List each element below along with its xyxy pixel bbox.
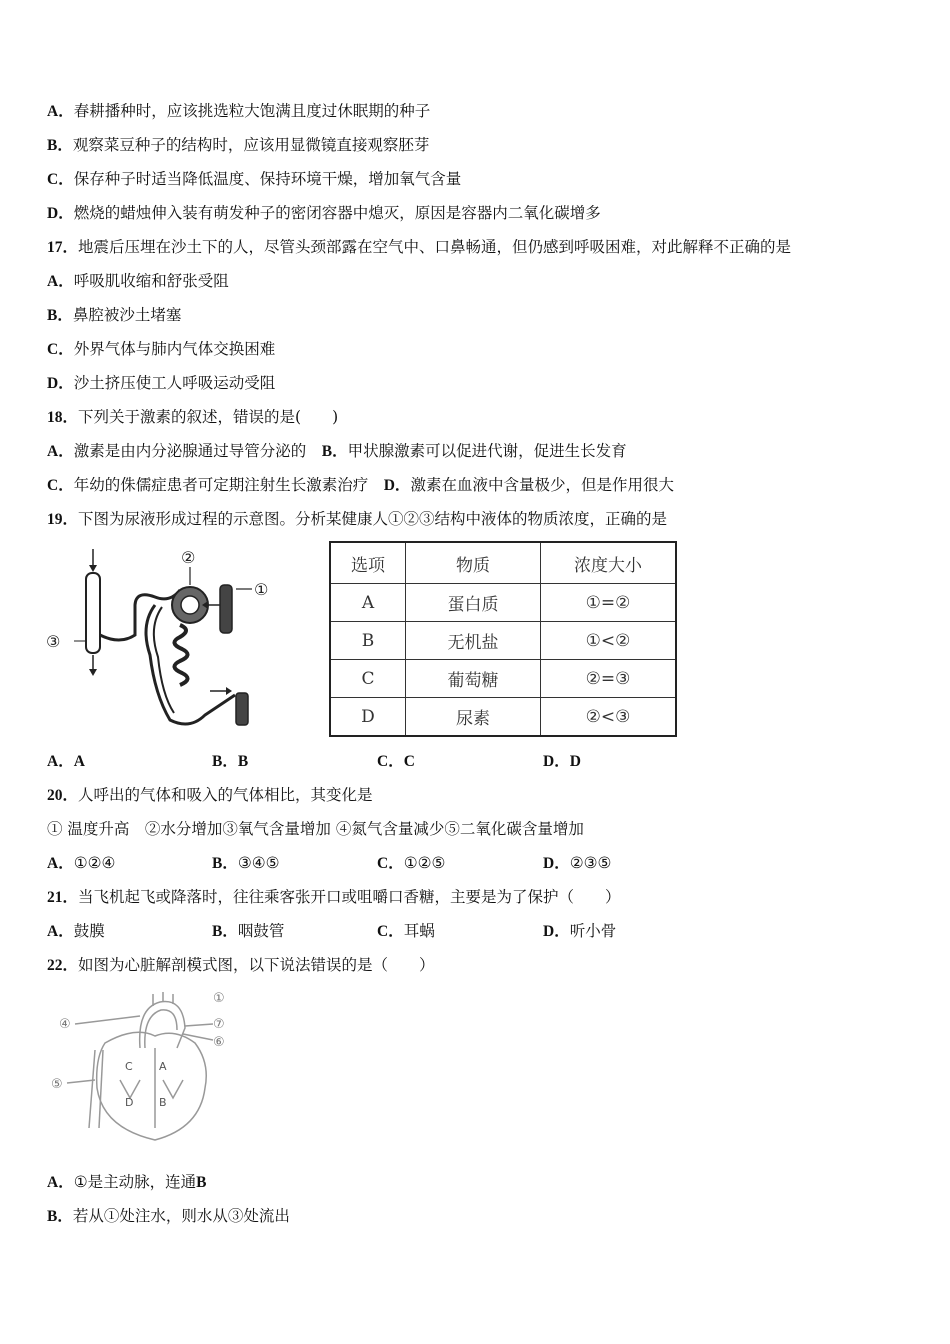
q20-stem: 20．人呼出的气体和吸入的气体相比，其变化是 bbox=[47, 786, 373, 804]
q19-option-d: D．D bbox=[543, 753, 581, 770]
table-cell: B bbox=[330, 622, 406, 660]
nephron-label-1: ① bbox=[254, 580, 269, 599]
table-cell: 蛋白质 bbox=[406, 584, 541, 622]
q21-option-c: C．耳蜗 bbox=[377, 922, 435, 940]
table-cell: ①<② bbox=[541, 622, 677, 660]
q21-option-d: D．听小骨 bbox=[543, 922, 617, 940]
heart-diagram bbox=[45, 988, 245, 1148]
heart-label-6: ⑥ bbox=[213, 1035, 225, 1050]
table-header-cell: 物质 bbox=[406, 542, 541, 584]
table-cell: D bbox=[330, 698, 406, 737]
nephron-label-2: ② bbox=[181, 548, 196, 567]
heart-label-7: ⑦ bbox=[213, 1017, 225, 1032]
nephron-diagram bbox=[40, 545, 290, 735]
heart-label-B: B bbox=[159, 1096, 167, 1109]
q17-option-a: A．呼吸肌收缩和舒张受阻 bbox=[47, 272, 229, 290]
q16-option-b: B．观察菜豆种子的结构时，应该用显微镜直接观察胚芽 bbox=[47, 136, 430, 154]
q19-option-b: B．B bbox=[212, 753, 249, 770]
q22-option-a: A．①是主动脉，连通B bbox=[47, 1173, 207, 1191]
nephron-label-3: ③ bbox=[46, 632, 61, 651]
q16-option-c: C．保存种子时适当降低温度、保持环境干燥，增加氧气含量 bbox=[47, 170, 462, 188]
table-header-row bbox=[330, 542, 676, 584]
q17-stem: 17．地震后压埋在沙土下的人，尽管头颈部露在空气中、口鼻畅通，但仍感到呼吸困难，对此解释不正确的是 bbox=[47, 238, 792, 256]
q22-option-b: B．若从①处注水，则水从③处流出 bbox=[47, 1207, 290, 1225]
table-cell: ①=② bbox=[541, 584, 677, 622]
q20-option-b: B．③④⑤ bbox=[212, 854, 280, 872]
q20-option-d: D．②③⑤ bbox=[543, 854, 612, 872]
table-row bbox=[330, 622, 676, 660]
heart-label-5: ⑤ bbox=[51, 1077, 63, 1092]
q21-option-a: A．鼓膜 bbox=[47, 922, 105, 940]
q17-option-c: C．外界气体与肺内气体交换困难 bbox=[47, 340, 276, 358]
q17-option-b: B．鼻腔被沙土堵塞 bbox=[47, 306, 182, 324]
q19-option-a: A．A bbox=[47, 753, 85, 770]
q18-options-ab: A．激素是由内分泌腺通过导管分泌的 B．甲状腺激素可以促进代谢，促进生长发育 bbox=[47, 442, 627, 460]
q18-options-cd: C．年幼的侏儒症患者可定期注射生长激素治疗 D．激素在血液中含量极少，但是作用很大 bbox=[47, 476, 674, 494]
heart-label-A: A bbox=[159, 1060, 167, 1073]
q16-option-a: A．春耕播种时，应该挑选粒大饱满且度过休眠期的种子 bbox=[47, 102, 431, 120]
concentration-table bbox=[329, 541, 677, 737]
table-cell: ②=③ bbox=[541, 660, 677, 698]
q20-option-c: C．①②⑤ bbox=[377, 854, 446, 872]
table-cell: C bbox=[330, 660, 406, 698]
heart-label-D: D bbox=[125, 1096, 134, 1109]
q21-option-b: B．咽鼓管 bbox=[212, 922, 285, 940]
table-cell: 无机盐 bbox=[406, 622, 541, 660]
table-cell: ②<③ bbox=[541, 698, 677, 737]
q19-option-c: C．C bbox=[377, 753, 415, 770]
q20-items: ① 温度升高 ②水分增加③氧气含量增加 ④氮气含量减少⑤二氧化碳含量增加 bbox=[47, 820, 584, 838]
q19-stem: 19．下图为尿液形成过程的示意图。分析某健康人①②③结构中液体的物质浓度，正确的是 bbox=[47, 510, 668, 528]
table-cell: A bbox=[330, 584, 406, 622]
table-cell: 尿素 bbox=[406, 698, 541, 737]
heart-label-C: C bbox=[125, 1060, 133, 1073]
q16-option-d: D．燃烧的蜡烛伸入装有萌发种子的密闭容器中熄灭，原因是容器内二氧化碳增多 bbox=[47, 204, 601, 222]
q20-option-a: A．①②④ bbox=[47, 854, 116, 872]
q22-stem: 22．如图为心脏解剖模式图，以下说法错误的是（ ） bbox=[47, 956, 435, 974]
table-header-cell: 浓度大小 bbox=[541, 542, 677, 584]
table-row bbox=[330, 584, 676, 622]
heart-label-4: ④ bbox=[59, 1017, 71, 1032]
heart-label-1: ① bbox=[213, 991, 225, 1006]
table-header-cell: 选项 bbox=[330, 542, 406, 584]
q21-stem: 21．当飞机起飞或降落时，往往乘客张开口或咀嚼口香糖，主要是为了保护（ ） bbox=[47, 888, 621, 906]
table-row bbox=[330, 698, 676, 737]
table-row bbox=[330, 660, 676, 698]
q17-option-d: D．沙土挤压使工人呼吸运动受阻 bbox=[47, 374, 276, 392]
table-cell: 葡萄糖 bbox=[406, 660, 541, 698]
q18-stem: 18．下列关于激素的叙述，错误的是( ) bbox=[47, 408, 339, 426]
